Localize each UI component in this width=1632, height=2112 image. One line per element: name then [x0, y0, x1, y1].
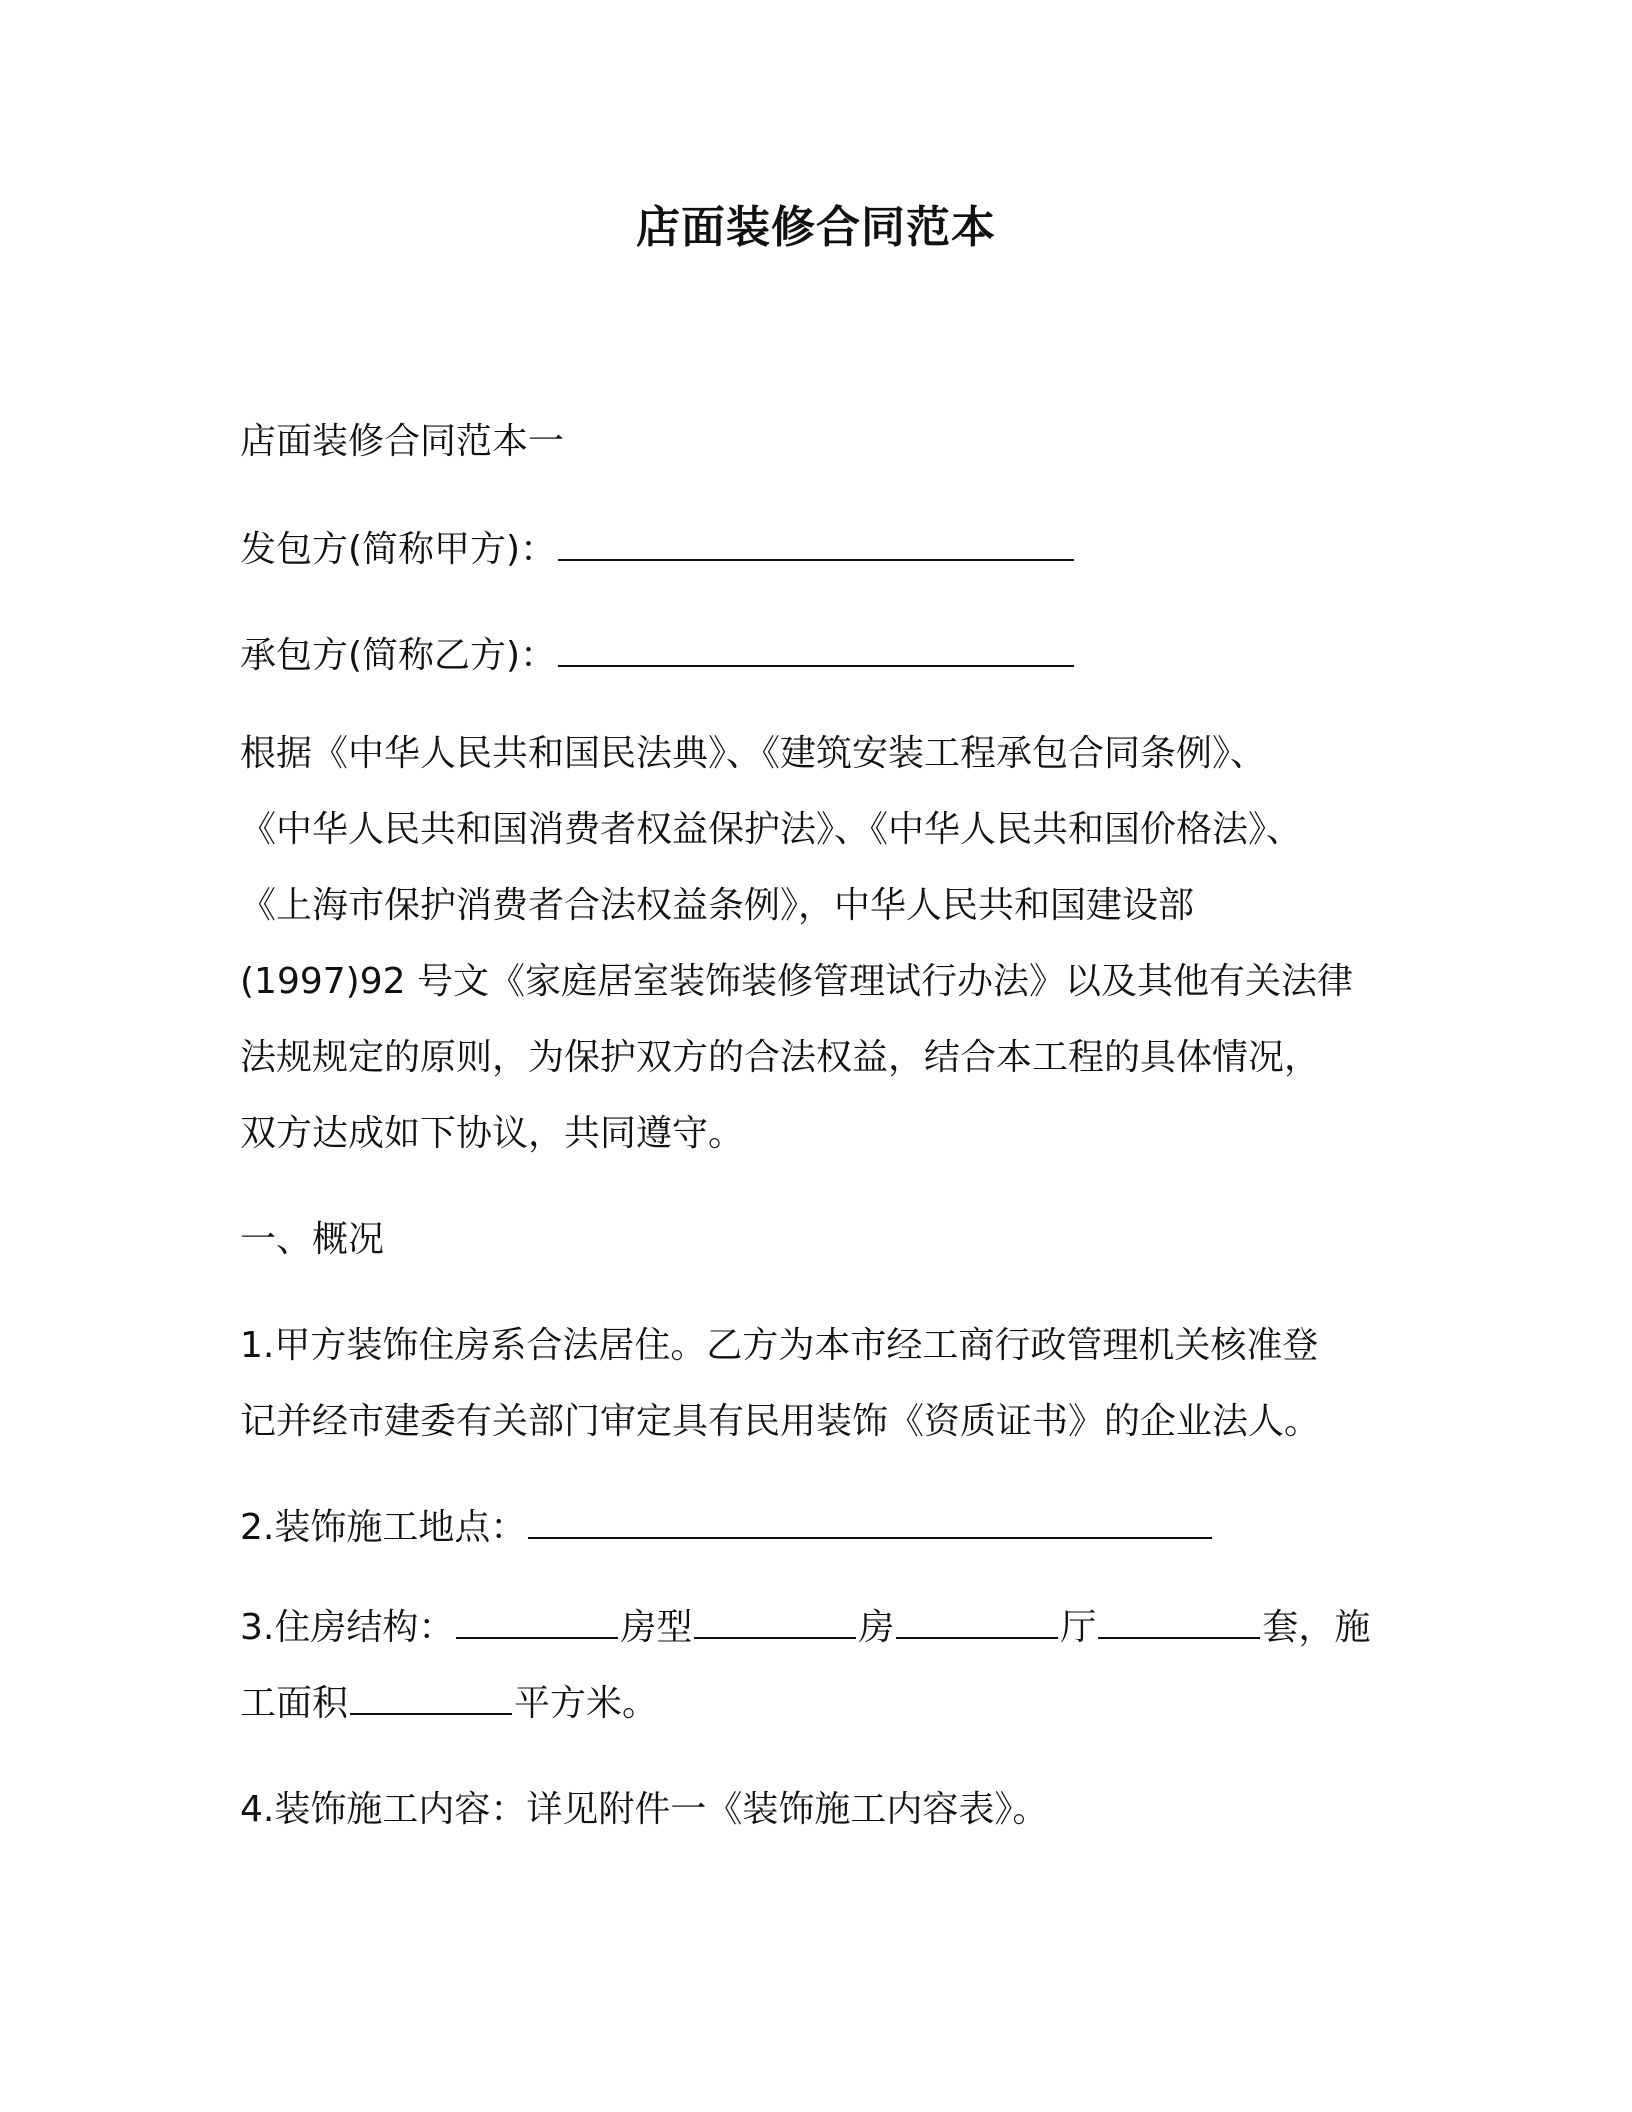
party-b-label: 承包方(简称乙方)： [240, 635, 557, 676]
item-3-unit-4: 套，施 [1262, 1607, 1371, 1648]
item-3-unit-1: 房型 [620, 1607, 693, 1648]
item-1-line-1: 1.甲方装饰住房系合法居住。乙方为本市经工商行政管理机关核准登 [240, 1325, 1319, 1366]
item-2-line [240, 1502, 1400, 1554]
preamble-line-4: (1997)92 号文《家庭居室装饰装修管理试行办法》以及其他有关法律 [240, 961, 1353, 1002]
section-1-heading: 一、概况 [240, 1219, 385, 1260]
item-3-unit-3: 厅 [1060, 1607, 1097, 1648]
item-3-unit-2: 房 [858, 1607, 895, 1648]
item-1-line-2: 记并经市建委有关部门审定具有民用装饰《资质证书》的企业法人。 [240, 1401, 1321, 1442]
site-address-blank[interactable] [528, 1507, 1212, 1539]
halls-blank[interactable] [896, 1607, 1058, 1639]
item-3-line-2 [240, 1678, 1400, 1730]
party-a-blank[interactable] [558, 529, 1074, 561]
party-a-label: 发包方(简称甲方)： [240, 529, 557, 570]
construction-area-blank[interactable] [350, 1683, 512, 1715]
preamble-line-6: 双方达成如下协议，共同遵守。 [240, 1113, 745, 1154]
item-3-prefix: 3.住房结构： [240, 1607, 455, 1648]
party-b-blank[interactable] [558, 635, 1074, 667]
document-title: 店面装修合同范本 [636, 202, 996, 253]
preamble-line-5: 法规规定的原则，为保护双方的合法权益，结合本工程的具体情况， [240, 1037, 1321, 1078]
item-3-line2-prefix: 工面积 [240, 1683, 349, 1724]
item-3-line-1 [240, 1602, 1400, 1654]
preamble-line-1: 根据《中华人民共和国民法典》、《建筑安装工程承包合同条例》、 [240, 733, 1267, 774]
preamble-line-3: 《上海市保护消费者合法权益条例》，中华人民共和国建设部 [240, 885, 1195, 926]
party-a-line [240, 524, 1400, 576]
contract-subtitle: 店面装修合同范本一 [240, 421, 565, 462]
item-3-line2-suffix: 平方米。 [514, 1683, 659, 1724]
item-4-line: 4.装饰施工内容：详见附件一《装饰施工内容表》。 [240, 1789, 1049, 1830]
rooms-blank[interactable] [694, 1607, 856, 1639]
item-2-label: 2.装饰施工地点： [240, 1507, 527, 1548]
housing-type-blank[interactable] [456, 1607, 618, 1639]
units-blank[interactable] [1098, 1607, 1260, 1639]
preamble-line-2: 《中华人民共和国消费者权益保护法》、《中华人民共和国价格法》、 [240, 809, 1303, 850]
party-b-line [240, 630, 1400, 682]
